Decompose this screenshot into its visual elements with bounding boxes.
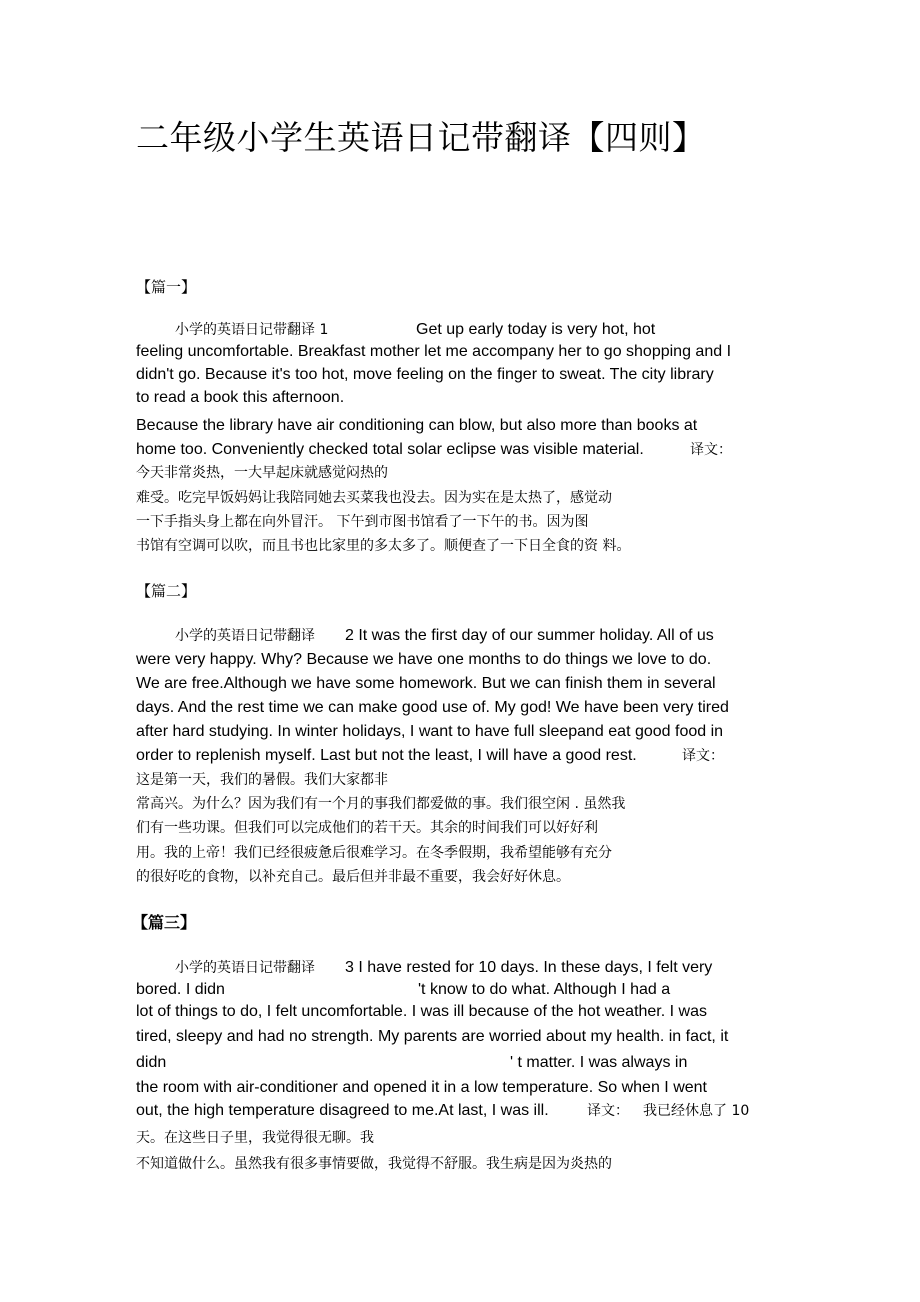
cn-line: 难受。吃完早饭妈妈让我陪同她去买菜我也没去。因为实在是太热了，感觉动 bbox=[136, 490, 612, 506]
cn-line: 不知道做什么。虽然我有很多事情要做，我觉得不舒服。我生病是因为炎热的 bbox=[136, 1156, 612, 1172]
en-line: Because the library have air conditioning can blow, but also more than books at bbox=[136, 417, 698, 434]
en-line: 't know to do what. Although I had a bbox=[418, 981, 671, 998]
page-title: 二年级小学生英语日记带翻译【四则】 bbox=[136, 118, 706, 157]
en-line: to read a book this afternoon. bbox=[136, 389, 345, 406]
en-line: 3 I have rested for 10 days. In these days, I felt very bbox=[345, 959, 713, 976]
en-line: We are free.Although we have some homework. But we can finish them in several bbox=[136, 675, 716, 692]
section-heading-1: 【篇一】 bbox=[136, 278, 197, 296]
translation-label-2: 译文： bbox=[682, 748, 724, 764]
en-line: lot of things to do, I felt uncomfortable. I was ill because of the hot weather. I was bbox=[136, 1003, 707, 1020]
en-line: Get up early today is very hot, hot bbox=[416, 321, 656, 338]
section-heading-3: 【篇三】 bbox=[132, 913, 197, 932]
translation-label-1: 译文： bbox=[690, 442, 732, 458]
cn-line: 今天非常炎热，一大早起床就感觉闷热的 bbox=[136, 465, 388, 481]
en-line: out, the high temperature disagreed to me.At last, I was ill. bbox=[136, 1102, 549, 1119]
intro-label-1: 小学的英语日记带翻译 1 bbox=[175, 322, 329, 338]
cn-line: 常高兴。为什么？因为我们有一个月的事我们都爱做的事。我们很空闲 . 虽然我 bbox=[136, 796, 626, 812]
en-line: didn't go. Because it's too hot, move feeling on the finger to sweat. The city library bbox=[136, 366, 714, 383]
en-line: 2 It was the first day of our summer holiday. All of us bbox=[345, 627, 714, 644]
en-line: order to replenish myself. Last but not the least, I will have a good rest. bbox=[136, 747, 637, 764]
cn-line: 的很好吃的食物，以补充自己。最后但并非最不重要，我会好好休息。 bbox=[136, 869, 570, 885]
cn-line: 天。在这些日子里，我觉得很无聊。我 bbox=[136, 1130, 374, 1146]
en-line: the room with air-conditioner and opened it in a low temperature. So when I went bbox=[136, 1079, 707, 1096]
translation-label-3: 译文： bbox=[587, 1103, 629, 1119]
cn-line: 这是第一天，我们的暑假。我们大家都非 bbox=[136, 772, 388, 788]
en-line: after hard studying. In winter holidays, I want to have full sleepand eat good food in bbox=[136, 723, 724, 740]
en-line: home too. Conveniently checked total solar eclipse was visible material. bbox=[136, 441, 644, 458]
cn-line: 用。我的上帝！我们已经很疲惫后很难学习。在冬季假期，我希望能够有充分 bbox=[136, 845, 612, 861]
en-line: were very happy. Why? Because we have one months to do things we love to do. bbox=[136, 651, 712, 668]
en-line: tired, sleepy and had no strength. My parents are worried about my health. in fact, it bbox=[136, 1028, 729, 1045]
cn-line: 们有一些功课。但我们可以完成他们的若干天。其余的时间我们可以好好利 bbox=[136, 820, 598, 836]
en-line: didn bbox=[136, 1054, 167, 1071]
translation-start: 我已经休息了 10 bbox=[643, 1103, 750, 1119]
en-line: ' t matter. I was always in bbox=[510, 1054, 688, 1071]
en-line: feeling uncomfortable. Breakfast mother let me accompany her to go shopping and I bbox=[136, 343, 732, 360]
en-line: days. And the rest time we can make good use of. My god! We have been very tired bbox=[136, 699, 729, 716]
cn-line: 一下手指头身上都在向外冒汗。 下午到市图书馆看了一下午的书。因为图 bbox=[136, 514, 589, 530]
cn-line: 书馆有空调可以吹，而且书也比家里的多太多了。顺便查了一下日全食的资 料。 bbox=[136, 538, 631, 554]
intro-label-2: 小学的英语日记带翻译 bbox=[175, 628, 315, 644]
intro-label-3: 小学的英语日记带翻译 bbox=[175, 960, 315, 976]
section-heading-2: 【篇二】 bbox=[136, 582, 197, 600]
en-line: bored. I didn bbox=[136, 981, 225, 998]
